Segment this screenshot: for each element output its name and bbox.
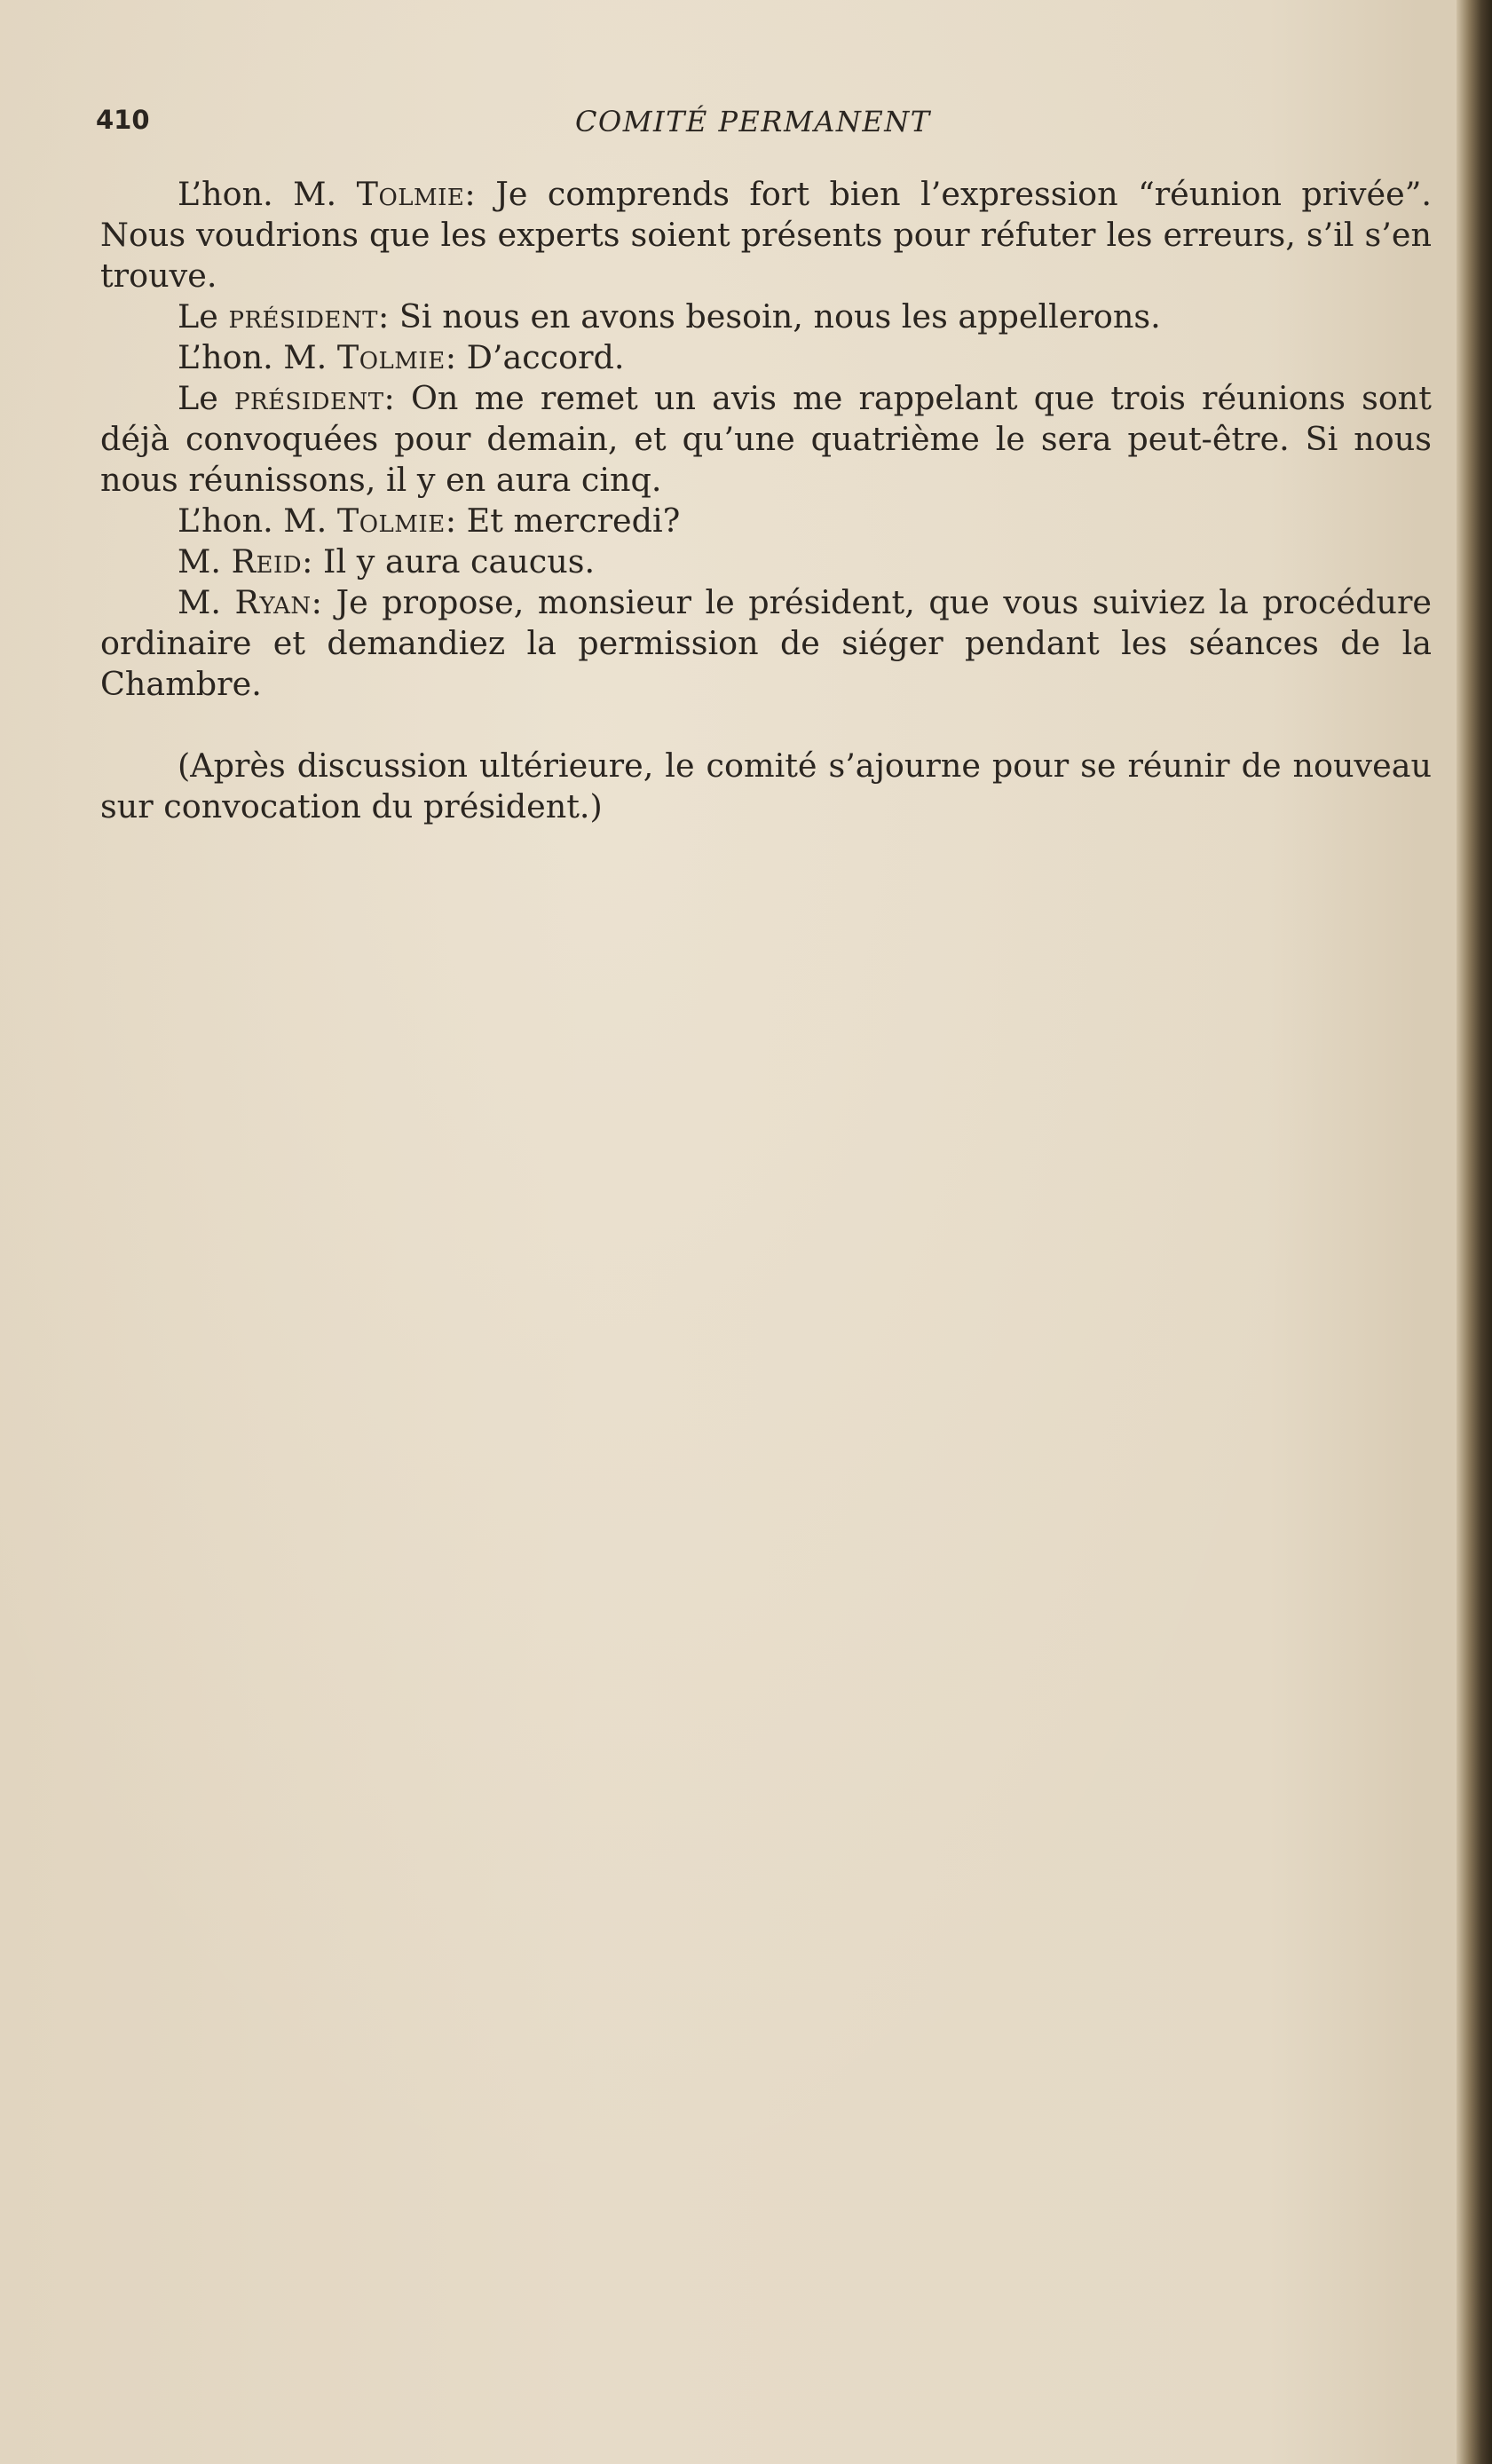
page-number: 410 <box>96 105 150 135</box>
speech-text: : Je comprends fort bien l’expression “réunion privée”. Nous voudrions que les experts soient présents pour réfuter les erreurs, s’il s’en trouve. <box>100 175 1432 295</box>
speaker-prefix: Le <box>178 297 229 336</box>
speaker-name: président <box>233 379 384 417</box>
paragraph-president-2 <box>100 378 1432 501</box>
closing-note: (Après discussion ultérieure, le comité s’ajourne pour se réunir de nouveau sur convocation du président.) <box>100 746 1432 825</box>
speech-text: : On me remet un avis me rappelant que trois réunions sont déjà convoquées pour demain, et qu’une quatrième le sera peut-être. Si nous nous réunissons, il y en aura cinq. <box>100 379 1432 499</box>
speaker-prefix: M. <box>178 583 235 621</box>
speaker-prefix: L’hon. M. <box>178 338 337 376</box>
speaker-name: Tolmie <box>336 501 446 540</box>
paragraph-tolmie-3 <box>100 501 1432 541</box>
paragraph-president-1 <box>100 296 1432 337</box>
body-text <box>100 174 1432 827</box>
speech-text: : Et mercredi? <box>445 501 681 540</box>
paragraph-tolmie-2 <box>100 337 1432 378</box>
speaker-name: Tolmie <box>336 338 446 376</box>
speech-text: : Il y aura caucus. <box>302 542 596 580</box>
book-spine-shadow <box>1456 0 1492 2464</box>
speech-text: : D’accord. <box>445 338 625 376</box>
speaker-prefix: L’hon. M. <box>178 501 337 540</box>
page-header <box>96 105 1432 140</box>
speaker-prefix: L’hon. M. <box>178 175 357 213</box>
speaker-name: Ryan <box>234 583 312 621</box>
speaker-name: président <box>228 297 379 336</box>
speaker-prefix: M. <box>178 542 232 580</box>
speaker-prefix: Le <box>178 379 234 417</box>
speech-text: : Je propose, monsieur le président, que vous suiviez la procédure ordinaire et demandiez la permission de siéger pendant les séances de la Chambre. <box>100 583 1432 703</box>
speech-text: : Si nous en avons besoin, nous les appellerons. <box>378 297 1161 336</box>
paragraph-ryan <box>100 582 1432 705</box>
paragraph-reid <box>100 541 1432 582</box>
speaker-name: Reid <box>231 542 303 580</box>
speaker-name: Tolmie <box>356 175 465 213</box>
paragraph-tolmie-1 <box>100 174 1432 296</box>
running-title: COMITÉ PERMANENT <box>575 105 931 138</box>
